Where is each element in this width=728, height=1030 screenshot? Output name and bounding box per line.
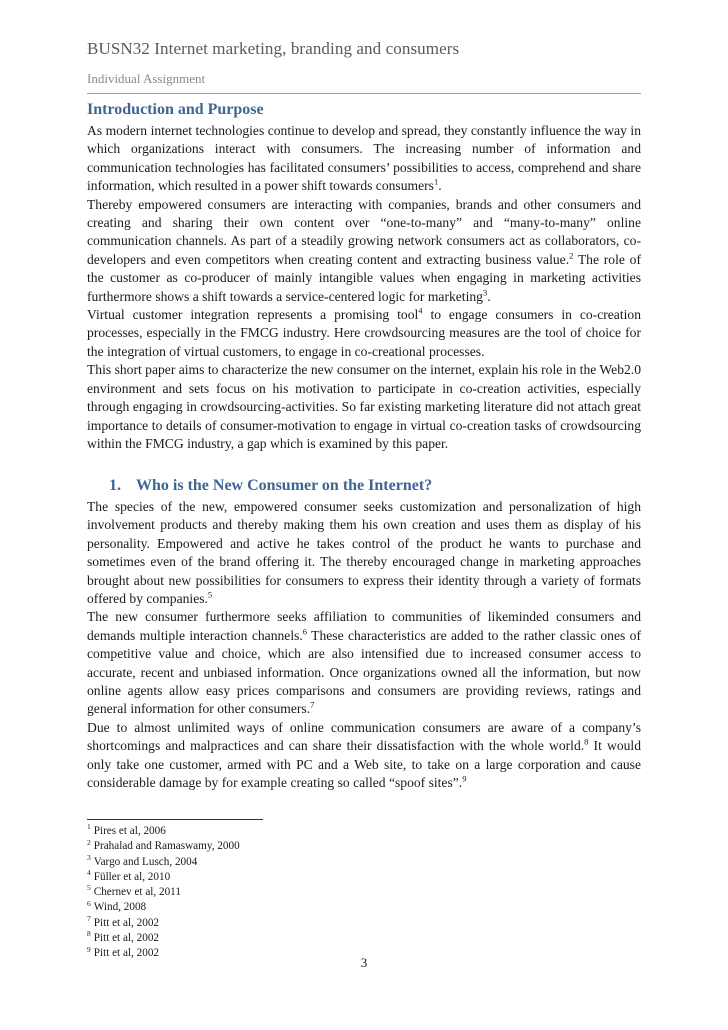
paragraph: The species of the new, empowered consumer seeks customization and personalization of high involvement products and thereby making them his own creation and uses them as display of his personality. Empowered and active he takes control of the product he wants to purchase and sometimes even of the brand offering it. The thereby encouraged change in marketing approaches brought about new possibilities for consumers to express their identity through a variety of formats offered by companies.$^5$ xyxy=(87,499,641,607)
paragraph: Due to almost unlimited ways of online communication consumers are aware of a company’s shortcomings and malpractices and can share their dissatisfaction with the whole world.$^8$ It would only take one customer, armed with PC and a Web site, to take on a large corporation and cause considerable damage by for example creating so called “spoof sites”.$^9$ xyxy=(87,719,641,791)
footnote: $^8$ Pitt et al, 2002 xyxy=(87,929,160,945)
footnote: $^5$ Chernev et al, 2011 xyxy=(87,883,181,899)
footnote: $^7$ Pitt et al, 2002 xyxy=(87,914,160,929)
footnote-ref: 3 xyxy=(482,287,488,298)
footnotes xyxy=(87,824,240,962)
paragraph: Virtual customer integration represents a promising tool$^4$ to engage consumers in co-creation processes, especially in the FMCG industry. Here crowdsourcing measures are the tool of choice for the integration of virtual customers, to engage in co-creational processes. xyxy=(87,305,641,359)
paragraph: Thereby empowered consumers are interacting with companies, brands and other consumers and creating and sharing their own content over “one-to-many” and “many-to-many” online communication channels. As part of a steadily growing network consumers act as collaborators, co-developers and even competitors when creating content and extracting business value.$^2$ The role of the customer as co-producer of mainly intangible values when engaging in marketing activities furthermore shows a shift towards a service-centered logic for marketing$^3$. xyxy=(87,196,641,304)
footnote: $^9$ Pitt et al, 2002 xyxy=(87,944,160,960)
footnote: $^4$ Füller et al, 2010 xyxy=(87,868,171,883)
footnote-ref: 7 xyxy=(310,699,315,710)
footnote-separator xyxy=(87,819,263,820)
intro-body xyxy=(87,122,641,453)
footnote: $^1$ Pires et al, 2006 xyxy=(87,822,166,837)
footnote-ref: 5 xyxy=(207,589,213,600)
section-number: 1. xyxy=(109,477,121,494)
section-heading-1 xyxy=(109,477,432,495)
section-title: Who is the New Consumer on the Internet? xyxy=(136,477,433,494)
footnote: $^2$ Prahalad and Ramaswamy, 2000 xyxy=(87,837,240,853)
running-header-subtitle: Individual Assignment xyxy=(87,71,206,86)
section-heading-intro: Introduction and Purpose xyxy=(87,101,264,118)
footnote-ref: 1 xyxy=(433,176,439,187)
footnote: $^3$ Vargo and Lusch, 2004 xyxy=(87,852,198,868)
footnote-ref: 2 xyxy=(569,250,574,261)
footnote-ref: 9 xyxy=(462,773,467,784)
footnote: $^6$ Wind, 2008 xyxy=(87,898,147,914)
running-header-title: BUSN32 Internet marketing, branding and consumers xyxy=(87,39,460,58)
paragraph: The new consumer furthermore seeks affiliation to communities of likeminded consumers and demands multiple interaction channels.$^6$ These characteristics are added to the rather classic ones of competitive value and choice, which are also intensified due to increased consumer access to accurate, recent and unbiased information. Once organizations owned all the information, but now online agents allow easy prices comparisons and consumers are providing reviews, ratings and general information for other consumers.$^7$ xyxy=(87,609,641,717)
paragraph: This short paper aims to characterize the new consumer on the internet, explain his role in the Web2.0 environment and sets focus on his motivation to participate in co-creation activities, especially through engaging in crowdsourcing-activities. So far existing marketing literature did not attach great importance to details of consumer-motivation to engage in virtual co-creation tasks of crowdsourcing within the FMCG industry, a gap which is examined by this paper. xyxy=(87,362,641,451)
paragraph: As modern internet technologies continue to develop and spread, they constantly influence the way in which organizations interact with consumers. The increasing number of information and communication technologies has facilitated consumers’ possibilities to access, comprehend and share information, which resulted in a power shift towards consumers$^1$. xyxy=(87,123,641,194)
header-divider xyxy=(87,93,641,94)
section1-body xyxy=(87,498,641,793)
footnote-ref: 8 xyxy=(584,736,589,747)
footnote-ref: 6 xyxy=(302,626,308,637)
page-number: 3 xyxy=(360,955,368,970)
footnote-ref: 4 xyxy=(418,305,423,316)
